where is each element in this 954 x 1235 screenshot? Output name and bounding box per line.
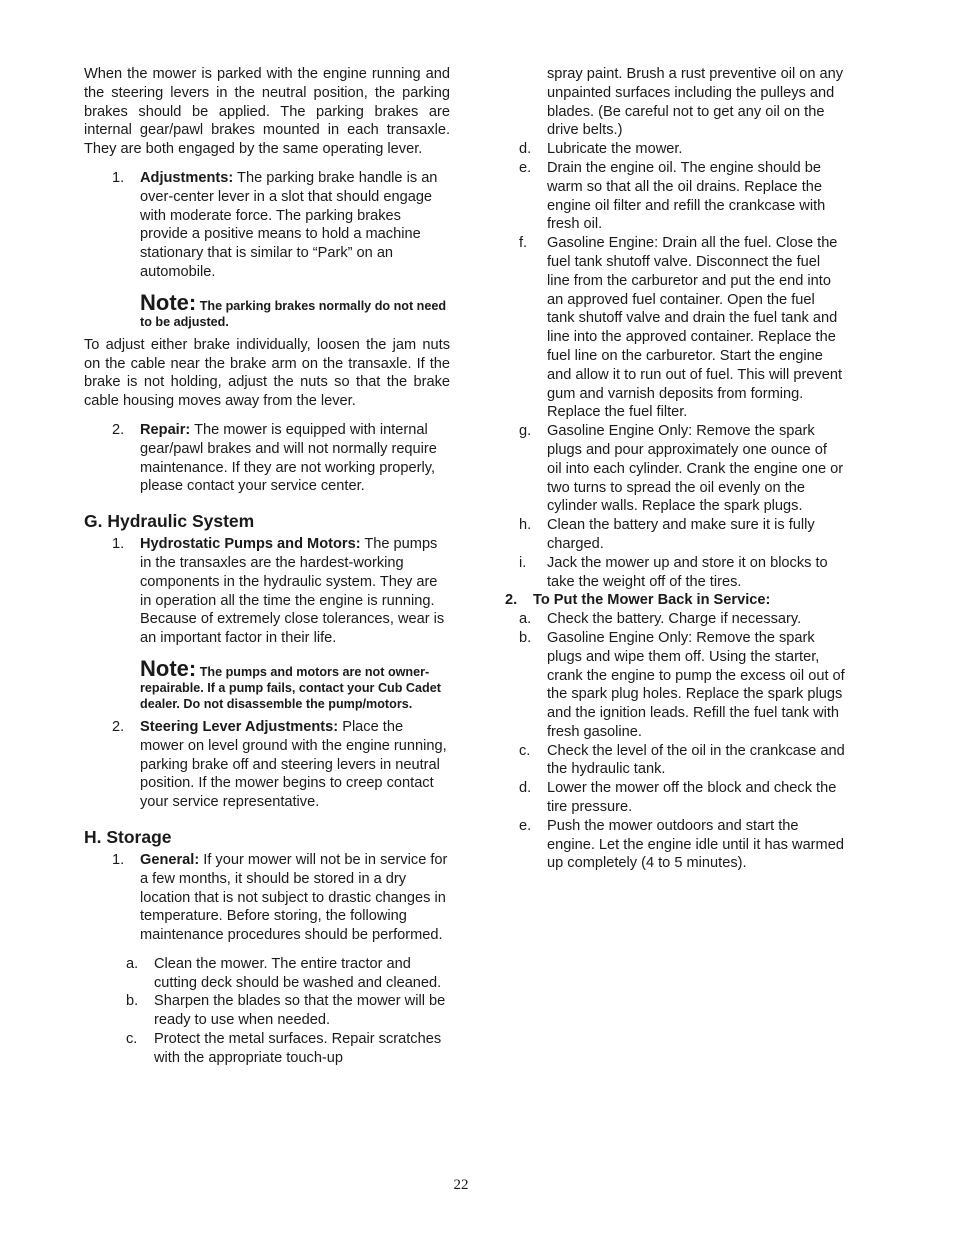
- list-text: Sharpen the blades so that the mower will be ready to use when needed.: [154, 993, 446, 1029]
- list-item: [505, 554, 845, 592]
- steering-lever-item: [84, 718, 450, 812]
- item-number: 1.: [112, 851, 125, 868]
- protect-metal-continuation: spray paint. Brush a rust preventive oil on any unpainted surfaces including the pulleys and blades. (Be careful not to get any oil on the drive belts.): [547, 66, 844, 139]
- list-item: [505, 742, 845, 780]
- item-label: Hydrostatic Pumps and Motors:: [140, 536, 361, 553]
- list-text: Gasoline Engine Only: Remove the spark plugs and wipe them off. Using the starter, crank the engine to pump the excess oil out of the spark plug holes. Replace the spark plugs and the ignition leads. Refill the fuel tank with fresh gasoline.: [547, 629, 845, 740]
- list-letter: g.: [519, 423, 532, 440]
- list-letter: a.: [519, 611, 532, 628]
- item-text: Place the mower on level ground with the engine running, parking brake off and steering levers in neutral position. If the mower begins to creep contact your service representative.: [140, 718, 447, 811]
- list-text: Lower the mower off the block and check the tire pressure.: [547, 780, 837, 816]
- list-item: [505, 629, 845, 742]
- list-item: [505, 140, 845, 159]
- heading-text: To Put the Mower Back in Service:: [533, 592, 771, 609]
- note-parking-brakes: [140, 289, 450, 330]
- list-letter: d.: [519, 141, 532, 158]
- item-number: 2.: [505, 592, 518, 609]
- list-letter: b.: [126, 993, 139, 1010]
- list-item: [505, 516, 845, 554]
- hydrostatic-pumps-item: [84, 535, 450, 648]
- parking-brake-intro: When the mower is parked with the engine running and the steering levers in the neutral position, the parking brakes should be applied. The parking brakes are internal gear/pawl brakes mounted in each transaxle. They are both engaged by the same operating lever.: [84, 66, 450, 158]
- note-text: The parking brakes normally do not need to be adjusted.: [140, 298, 447, 329]
- list-text: Gasoline Engine: Drain all the fuel. Close the fuel tank shutoff valve. Disconnect the fuel line from the carburetor and put the end into an approved fuel container. Open the fuel tank shutoff valve and drain the fuel tank and line into the approved container. Replace the fuel line on the carburetor. Start the engine and allow it to run out of fuel. This will prevent gum and varnish deposits from forming. Replace the fuel filter.: [547, 235, 843, 421]
- adjustments-item: [84, 169, 450, 282]
- note-label: Note:: [140, 289, 197, 315]
- list-text: Check the battery. Charge if necessary.: [547, 611, 802, 628]
- list-item: [505, 234, 845, 422]
- list-text: Check the level of the oil in the crankcase and the hydraulic tank.: [547, 742, 845, 778]
- list-letter: c.: [126, 1031, 138, 1048]
- list-letter: h.: [519, 517, 532, 534]
- list-text: Drain the engine oil. The engine should be warm so that all the oil drains. Replace the engine oil filter and refill the crankcase with fresh oil.: [547, 159, 826, 233]
- item-number: 1.: [112, 536, 125, 553]
- item-number: 2.: [112, 421, 125, 438]
- list-letter: e.: [519, 159, 532, 176]
- list-item: [505, 422, 845, 516]
- list-letter: c.: [519, 742, 531, 759]
- item-text: The parking brake handle is an over-center lever in a slot that should engage with moderate force. The parking brakes provide a positive means to hold a machine stationary that is similar to “Park” on an automobile.: [140, 169, 438, 280]
- list-item: [505, 817, 845, 873]
- storage-general-item: [84, 851, 450, 945]
- item-label: General:: [140, 851, 200, 868]
- list-letter: e.: [519, 817, 532, 834]
- list-item: [505, 159, 845, 234]
- note-text: The pumps and motors are not owner-repairable. If a pump fails, contact your Cub Cadet dealer. Do not disassemble the pump/motors.: [140, 664, 441, 711]
- page-number: 22: [453, 1177, 469, 1193]
- list-text: Gasoline Engine Only: Remove the spark plugs and pour approximately one ounce of oil into each cylinder. Crank the engine one or two turns to spread the oil evenly on the cylinder walls. Replace the spark plugs.: [547, 423, 844, 515]
- item-label: Steering Lever Adjustments:: [140, 718, 339, 735]
- item-label: Adjustments:: [140, 169, 234, 186]
- item-number: 1.: [112, 169, 125, 186]
- list-item: [84, 1030, 450, 1068]
- back-in-service-heading: [505, 591, 845, 610]
- list-text: Push the mower outdoors and start the engine. Let the engine idle until it has warmed up completely (4 to 5 minutes).: [547, 817, 844, 872]
- note-pumps-motors: [140, 655, 450, 712]
- repair-item: [84, 421, 450, 496]
- list-letter: d.: [519, 780, 532, 797]
- list-text: Clean the battery and make sure it is fully charged.: [547, 517, 815, 552]
- hydraulic-system-heading: G. Hydraulic System: [84, 511, 255, 532]
- list-text: Jack the mower up and store it on blocks to take the weight off of the tires.: [547, 554, 828, 590]
- note-label: Note:: [140, 655, 197, 681]
- list-letter: i.: [519, 554, 527, 571]
- list-text: Protect the metal surfaces. Repair scratches with the appropriate touch-up: [154, 1031, 442, 1066]
- list-text: Clean the mower. The entire tractor and cutting deck should be washed and cleaned.: [154, 955, 442, 991]
- item-label: Repair:: [140, 421, 191, 438]
- list-item: [505, 610, 845, 629]
- item-text: The pumps in the transaxles are the hardest-working components in the hydraulic system. They are in operation all the time the engine is running. Because of extremely close tolerances, wear is an important factor in their life.: [140, 536, 445, 647]
- brake-adjust-paragraph: To adjust either brake individually, loosen the jam nuts on the cable near the brake arm on the transaxle. If the brake is not holding, adjust the nuts so that the brake cable housing moves away from the lever.: [84, 336, 450, 410]
- item-number: 2.: [112, 718, 125, 735]
- list-item: [505, 779, 845, 817]
- list-item: [84, 955, 450, 993]
- left-column: [84, 65, 450, 1068]
- right-column: [505, 65, 845, 873]
- storage-heading: H. Storage: [84, 826, 172, 847]
- list-letter: f.: [519, 235, 528, 252]
- item-text: If your mower will not be in service for a few months, it should be stored in a dry location that is not subject to drastic changes in temperature. Before storing, the following maintenance procedures should be performed.: [140, 851, 448, 944]
- list-letter: a.: [126, 955, 139, 972]
- list-letter: b.: [519, 629, 532, 646]
- list-item: [84, 992, 450, 1030]
- list-text: Lubricate the mower.: [547, 141, 683, 158]
- item-text: The mower is equipped with internal gear/pawl brakes and will not normally require maintenance. If they are not working properly, please contact your service center.: [140, 421, 437, 495]
